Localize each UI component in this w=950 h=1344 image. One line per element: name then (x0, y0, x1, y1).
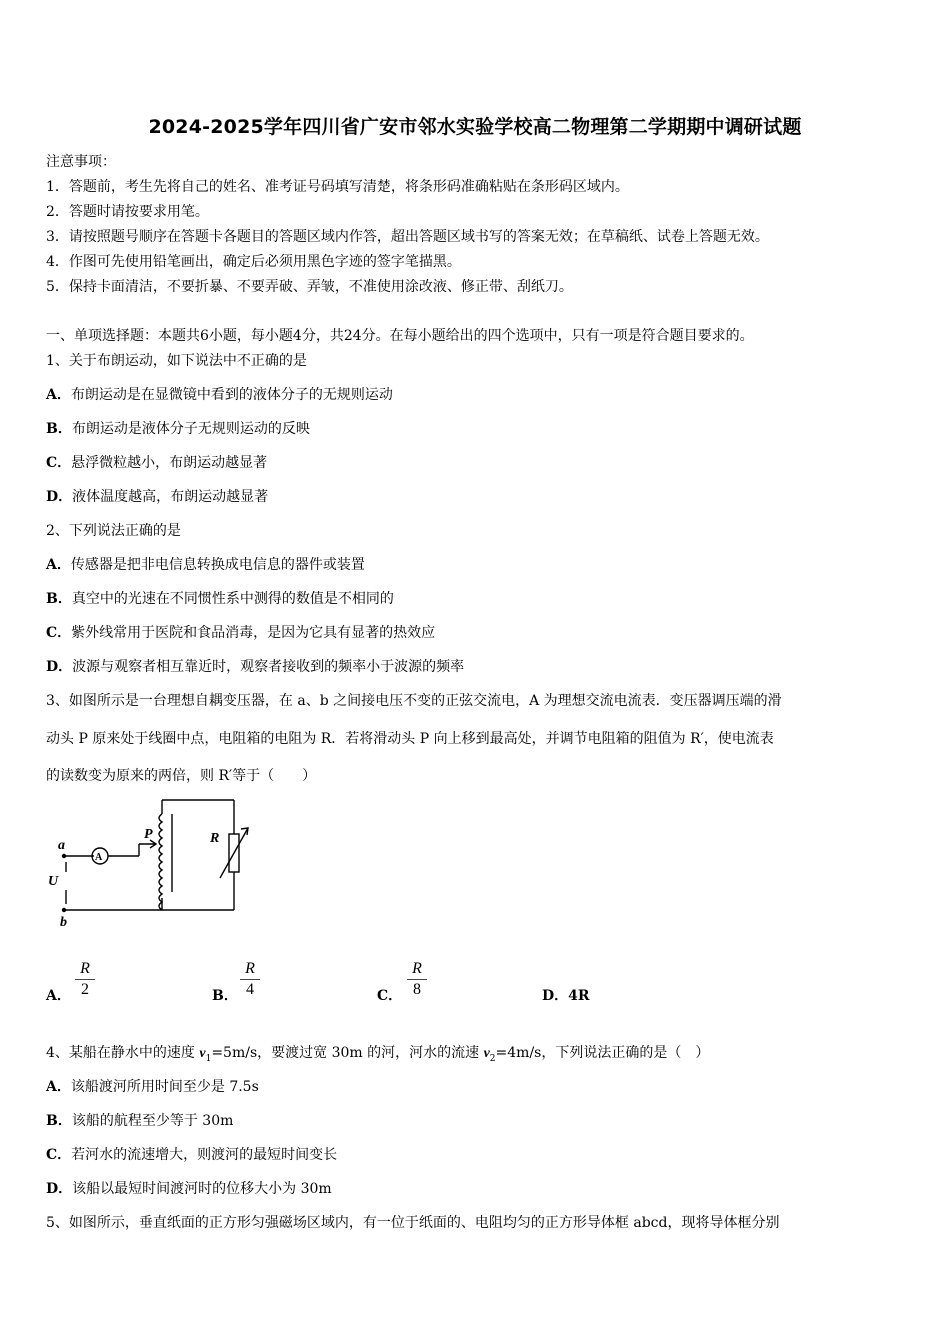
option-label: B． (46, 421, 72, 437)
option-label: B． (46, 591, 72, 607)
fraction-denominator: 4 (246, 981, 254, 998)
question-4-stem (46, 1043, 709, 1069)
option-label: D． (542, 988, 569, 1004)
q3-option-c-label: C． (377, 988, 403, 1004)
option-text: 4R (568, 988, 590, 1004)
question-2-stem: 2、下列说法正确的是 (46, 523, 181, 539)
label-a: a (58, 838, 65, 853)
q1-option-a (46, 385, 393, 405)
autotransformer-circuit-diagram (44, 792, 264, 928)
notice-item: 3．请按照题号顺序在答题卡各题目的答题区域内作答，超出答题区域书写的答案无效；在草稿纸、试卷上答题无效。 (46, 229, 769, 245)
option-text: 传感器是把非电信息转换成电信息的器件或装置 (70, 557, 365, 573)
label-b: b (60, 915, 67, 928)
option-text: 悬浮微粒越小，布朗运动越显著 (71, 455, 268, 471)
notice-item: 5．保持卡面清洁，不要折暴、不要弄破、弄皱，不准使用涂改液、修正带、刮纸刀。 (46, 279, 573, 295)
q1-option-d (46, 487, 268, 507)
q2-option-a (46, 555, 365, 575)
q2-option-c (46, 623, 435, 643)
notice-item: 1．答题前，考生先将自己的姓名、准考证号码填写清楚，将条形码准确粘贴在条形码区域内。 (46, 179, 629, 195)
q4-option-b (46, 1111, 233, 1131)
fraction-denominator: 2 (81, 981, 89, 998)
q1-option-b (46, 419, 310, 439)
q3-option-c-fraction (407, 960, 427, 999)
q3-option-d (542, 985, 590, 1005)
option-text: 该船渡河所用时间至少是 7.5s (70, 1079, 259, 1095)
q4-option-a (46, 1077, 259, 1097)
label-r: R (210, 831, 220, 846)
terminal-a-dot (62, 854, 66, 858)
option-text: 布朗运动是在显微镜中看到的液体分子的无规则运动 (70, 387, 393, 403)
option-text: 布朗运动是液体分子无规则运动的反映 (71, 421, 310, 437)
question-1-stem: 1、关于布朗运动，如下说法中不正确的是 (46, 353, 307, 369)
option-text: 紫外线常用于医院和食品消毒，是因为它具有显著的热效应 (71, 625, 436, 641)
q2-option-b (46, 589, 394, 609)
q3-option-b-fraction (240, 960, 260, 999)
fraction-denominator: 8 (413, 981, 421, 998)
fraction-numerator: R (80, 960, 90, 977)
question-3-stem-line: 动头 P 原来处于线圈中点，电阻箱的电阻为 R．若将滑动头 P 向上移到最高处，并调节电阻箱的阻值为 R′，使电流表 (46, 731, 774, 747)
q3-option-a-label: A． (46, 988, 71, 1004)
option-label: A． (46, 557, 71, 573)
option-label: C． (46, 455, 72, 471)
option-label: D． (46, 1181, 73, 1197)
fraction-numerator: R (245, 960, 255, 977)
notice-heading: 注意事项： (46, 154, 116, 170)
q3-option-b-label: B． (212, 988, 238, 1004)
fraction-bar (75, 979, 95, 980)
q2-option-d (46, 657, 464, 677)
var-v1: v (199, 1046, 206, 1061)
option-text: 波源与观察者相互靠近时，观察者接收到的频率小于波源的频率 (72, 659, 465, 675)
notice-item: 2．答题时请按要求用笔。 (46, 204, 209, 220)
option-text: 真空中的光速在不同惯性系中测得的数值是不相同的 (71, 591, 394, 607)
q4-option-c (46, 1145, 337, 1165)
option-label: D． (46, 659, 73, 675)
question-3-stem-line: 3、如图所示是一台理想自耦变压器，在 a、b 之间接电压不变的正弦交流电，A 为理想交流电流表．变压器调压端的滑 (46, 693, 782, 709)
var-v2: v (483, 1046, 490, 1061)
stem-text: =5m/s，要渡过宽 30m 的河，河水的流速 (211, 1045, 484, 1061)
fraction-numerator: R (412, 960, 422, 977)
option-text: 该船的航程至少等于 30m (71, 1113, 234, 1129)
page-title: 2024-2025学年四川省广安市邻水实验学校高二物理第二学期期中调研试题 (148, 116, 802, 138)
terminal-b-dot (62, 908, 66, 912)
label-p: P (144, 827, 153, 842)
fraction-bar (240, 979, 260, 980)
fraction-bar (407, 979, 427, 980)
option-label: C． (46, 1147, 72, 1163)
option-label: D． (46, 489, 73, 505)
ammeter-label: A (95, 852, 103, 863)
question-3-stem-line: 的读数变为原来的两倍，则 R′等于（ ） (46, 768, 317, 784)
q1-option-c (46, 453, 267, 473)
var-v1-sub: 1 (205, 1053, 212, 1064)
var-v2-sub: 2 (489, 1053, 496, 1064)
option-text: 若河水的流速增大，则渡河的最短时间变长 (71, 1147, 338, 1163)
option-text: 该船以最短时间渡河时的位移大小为 30m (72, 1181, 332, 1197)
option-label: A． (46, 1079, 71, 1095)
stem-text: =4m/s，下列说法正确的是（ ） (495, 1045, 710, 1061)
q4-option-d (46, 1179, 332, 1199)
question-5-stem: 5、如图所示，垂直纸面的正方形匀强磁场区域内，有一位于纸面的、电阻均匀的正方形导体框 abcd，现将导体框分别 (46, 1215, 780, 1231)
label-u: U (48, 874, 59, 889)
option-label: C． (46, 625, 72, 641)
q3-option-a-fraction (75, 960, 95, 999)
option-text: 液体温度越高，布朗运动越显著 (72, 489, 269, 505)
section-heading: 一、单项选择题：本题共6小题，每小题4分，共24分。在每小题给出的四个选项中，只有一项是符合题目要求的。 (46, 328, 754, 344)
stem-text: 4、某船在静水中的速度 (46, 1045, 200, 1061)
option-label: B． (46, 1113, 72, 1129)
notice-item: 4．作图可先使用铅笔画出，确定后必须用黑色字迹的签字笔描黑。 (46, 254, 461, 270)
option-label: A． (46, 387, 71, 403)
